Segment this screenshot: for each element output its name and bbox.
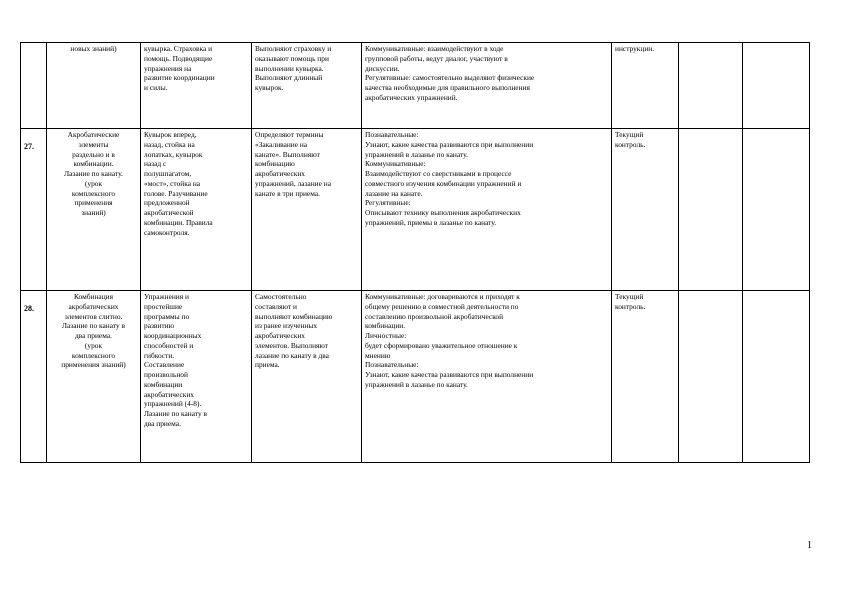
cell-text-line: два приема.: [144, 418, 181, 428]
cell-text-line: Комбинация: [73, 292, 114, 301]
cell-text-line: Регулятивные: самостоятельно выделяют физические: [365, 73, 535, 83]
cell-text-line: Познавательные:: [365, 130, 419, 139]
learning-outcomes: [362, 291, 612, 463]
cell-text-line: Познавательные:: [365, 360, 419, 370]
cell-text-line: комбинацию: [255, 159, 295, 169]
cell-text-line: Регулятивные:: [365, 198, 411, 208]
cell-text-line: упражнений, приемы в лазанье по канату.: [365, 217, 497, 227]
cell-text-line: Упражнения и: [144, 292, 189, 301]
cell-text-line: совместного изучения комбинации упражнений и: [365, 178, 522, 188]
cell-text-line: развитие координации: [144, 73, 215, 83]
cell-text-line: инструкции.: [615, 44, 655, 53]
cell-text-line: упражнений, лазание на: [255, 178, 331, 188]
empty-cell: [679, 43, 743, 129]
cell-text-line: простейшие: [144, 301, 183, 311]
cell-text-line: новых знаний): [70, 44, 117, 53]
empty-cell: [679, 129, 743, 291]
cell-text-line: «Закаливание на: [255, 139, 308, 149]
cell-text-line: канате в три приема.: [255, 188, 320, 198]
lesson-topic: [47, 129, 141, 291]
cell-text-line: элементов. Выполняют: [255, 340, 329, 350]
cell-text-line: Личностные:: [365, 331, 407, 341]
cell-text-line: оказывают помощь при: [255, 53, 329, 63]
lesson-content: [141, 129, 252, 291]
cell-text-line: кувырок.: [255, 83, 284, 93]
cell-text-line: групповой работы, ведут диалог, участвуют в: [365, 53, 508, 63]
control-type: [612, 291, 679, 463]
cell-text-line: развитию: [144, 321, 175, 331]
cell-text-line: Самостоятельно: [255, 292, 307, 301]
learning-outcomes: [362, 129, 612, 291]
cell-text-line: Акробатические: [67, 130, 120, 139]
cell-text-line: (урок: [84, 340, 103, 350]
cell-text-line: координационных: [144, 331, 202, 341]
cell-text-line: «мост», стойка на: [144, 178, 201, 188]
student-activity: [252, 291, 362, 463]
lesson-number: 27.: [21, 129, 47, 291]
lesson-topic: [47, 43, 141, 129]
cell-text-line: акробатической: [144, 208, 194, 218]
cell-text-line: гибкости.: [144, 350, 175, 360]
cell-text-line: (урок: [84, 178, 103, 188]
cell-text-line: элементов слитно.: [64, 311, 123, 321]
lesson-plan-table: [20, 42, 810, 463]
cell-text-line: два приема.: [75, 331, 112, 341]
lesson-number: 28.: [21, 291, 47, 463]
table-row: [21, 43, 810, 129]
cell-text-line: упражнения на: [144, 63, 192, 73]
cell-text-line: комплексного: [71, 350, 116, 360]
cell-text-line: акробатических: [255, 331, 305, 341]
cell-text-line: раздельно и в: [72, 149, 115, 159]
cell-text-line: упражнений в лазанье по канату.: [365, 379, 468, 389]
cell-text-line: акробатических: [255, 169, 305, 179]
table-row: [21, 129, 810, 291]
cell-text-line: из ранее изученных: [255, 321, 318, 331]
empty-cell: [743, 43, 810, 129]
cell-text-line: акробатических: [68, 301, 119, 311]
cell-text-line: составляют и: [255, 301, 297, 311]
cell-text-line: применения знаний): [61, 360, 126, 370]
cell-text-line: Текущий: [615, 292, 644, 301]
cell-text-line: Кувырок вперед,: [144, 130, 197, 139]
control-type: [612, 43, 679, 129]
cell-text-line: Взаимодействуют со сверстниками в процессе: [365, 169, 512, 179]
cell-text-line: комплексного: [71, 188, 116, 198]
cell-text-line: предложенной: [144, 198, 190, 208]
student-activity: [252, 43, 362, 129]
cell-text-line: кувырка. Страховка и: [144, 44, 213, 53]
cell-text-line: голове. Разучивание: [144, 188, 208, 198]
cell-text-line: акробатических упражнений.: [365, 92, 458, 102]
cell-text-line: комбинации: [144, 379, 183, 389]
cell-text-line: и силы.: [144, 83, 168, 93]
cell-text-line: Коммуникативные: договариваются и приходят к: [365, 292, 520, 301]
cell-text-line: приема.: [255, 360, 280, 370]
cell-text-line: комбинации.: [73, 159, 114, 169]
page-number: 1: [807, 540, 812, 551]
cell-text-line: применения: [74, 198, 113, 208]
table-row: [21, 291, 810, 463]
learning-outcomes: [362, 43, 612, 129]
cell-text-line: выполняют комбинацию: [255, 311, 333, 321]
cell-text-line: Лазание по канату в: [62, 321, 125, 331]
control-type: [612, 129, 679, 291]
cell-text-line: Коммуникативные: взаимодействуют в ходе: [365, 44, 504, 53]
cell-text-line: комбинации.: [365, 321, 406, 331]
cell-text-line: Лазание по канату в: [144, 409, 207, 419]
cell-text-line: акробатических: [144, 389, 194, 399]
cell-text-line: самоконтроля.: [144, 227, 190, 237]
cell-text-line: лазание на канате.: [365, 188, 423, 198]
empty-cell: [679, 291, 743, 463]
cell-text-line: будет сформировано уважительное отношение к: [365, 340, 518, 350]
cell-text-line: назад с: [144, 159, 167, 169]
lesson-content: [141, 43, 252, 129]
cell-text-line: комбинации. Правила: [144, 217, 213, 227]
cell-text-line: контроль.: [615, 301, 646, 311]
cell-text-line: мнению: [365, 350, 391, 360]
cell-text-line: помощь. Подводящие: [144, 53, 213, 63]
lesson-content: [141, 291, 252, 463]
cell-text-line: назад, стойка на: [144, 139, 195, 149]
cell-text-line: лазание по канату в два: [255, 350, 329, 360]
cell-text-line: качества необходимые для правильного выполнения: [365, 83, 530, 93]
empty-cell: [743, 129, 810, 291]
cell-text-line: лопатках, кувырок: [144, 149, 203, 159]
cell-text-line: Текущий: [615, 130, 644, 139]
cell-text-line: знаний): [81, 208, 106, 218]
cell-text-line: Составление: [144, 360, 185, 370]
cell-text-line: программы по: [144, 311, 190, 321]
lesson-number: [21, 43, 47, 129]
cell-text-line: контроль.: [615, 139, 646, 149]
cell-text-line: общему решению в совместной деятельности по: [365, 301, 519, 311]
cell-text-line: Лазание по канату.: [64, 169, 123, 179]
lesson-topic: [47, 291, 141, 463]
cell-text-line: элементы: [78, 139, 109, 149]
cell-text-line: произвольной: [144, 370, 188, 380]
cell-text-line: Узнают, какие качества развиваются при выполнении: [365, 370, 534, 380]
cell-text-line: полушпагатом,: [144, 169, 192, 179]
cell-text-line: выполнении кувырка.: [255, 63, 324, 73]
cell-text-line: Описывают технику выполнения акробатических: [365, 208, 521, 218]
cell-text-line: Выполняют длинный: [255, 73, 323, 83]
cell-text-line: способностей и: [144, 340, 194, 350]
cell-text-line: упражнений (4-8).: [144, 399, 202, 409]
cell-text-line: Коммуникативные:: [365, 159, 426, 169]
cell-text-line: дискуссии.: [365, 63, 400, 73]
cell-text-line: упражнений в лазанье по канату.: [365, 149, 468, 159]
student-activity: [252, 129, 362, 291]
cell-text-line: составлению произвольной акробатической: [365, 311, 504, 321]
cell-text-line: канате». Выполняют: [255, 149, 320, 159]
cell-text-line: Определяют термины: [255, 130, 324, 139]
cell-text-line: Выполняют страховку и: [255, 44, 332, 53]
empty-cell: [743, 291, 810, 463]
cell-text-line: Узнают, какие качества развиваются при выполнении: [365, 139, 534, 149]
